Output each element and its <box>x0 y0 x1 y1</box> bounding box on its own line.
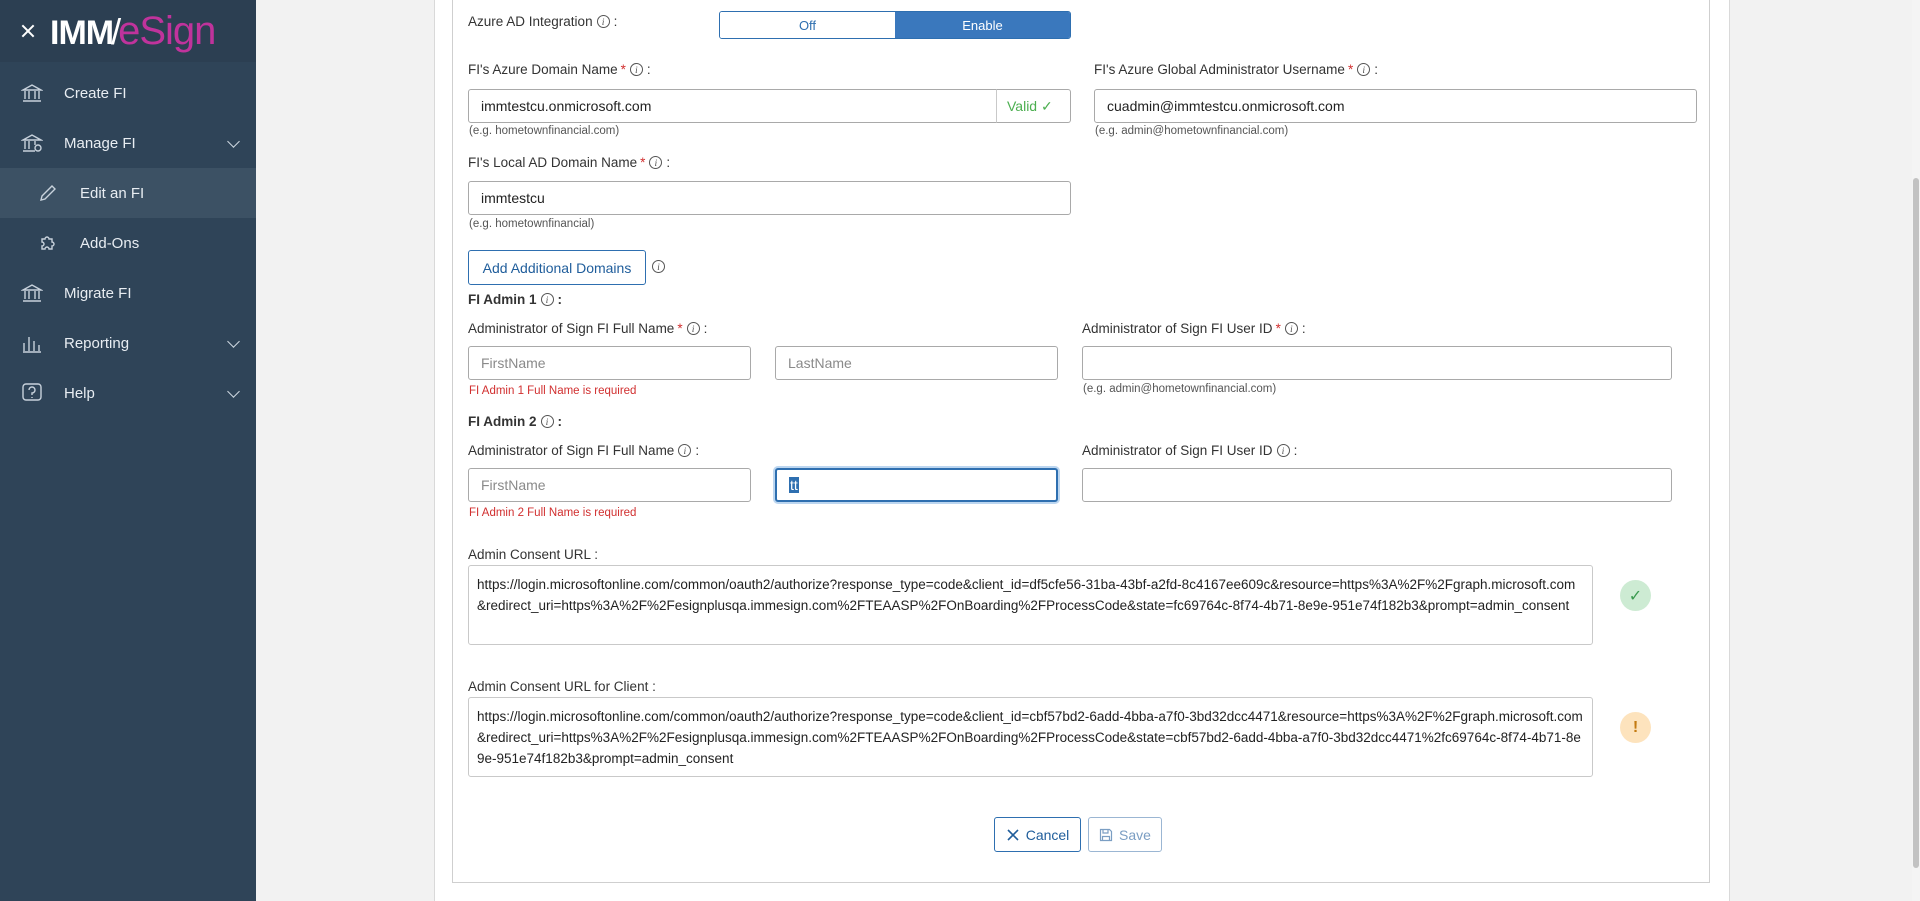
sidebar-item-label: Add-Ons <box>80 234 140 252</box>
sidebar-nav <box>0 68 256 418</box>
admin2-userid-label-text: Administrator of Sign FI User ID <box>1082 443 1273 458</box>
check-icon: ✓ <box>1620 580 1651 611</box>
admin1-userid-label-text: Administrator of Sign FI User ID <box>1082 321 1273 336</box>
sidebar-item-label: Migrate FI <box>64 284 132 302</box>
selected-text: tt <box>790 477 798 493</box>
logo-slash: / <box>111 11 121 52</box>
azure-domain-label: FI's Azure Domain Name * i : <box>468 62 651 77</box>
logo-imm-text: IMM <box>50 14 114 52</box>
bank-icon <box>20 281 44 305</box>
azure-domain-label-text: FI's Azure Domain Name <box>468 62 618 77</box>
sidebar-item-manage-fi[interactable] <box>0 118 256 168</box>
toggle-enable-button[interactable]: Enable <box>895 12 1070 38</box>
info-icon[interactable]: i <box>541 293 554 306</box>
bank-settings-icon <box>20 131 44 155</box>
sidebar-item-label: Edit an FI <box>80 184 145 202</box>
bank-icon <box>20 81 44 105</box>
sidebar-item-create-fi[interactable] <box>0 68 256 118</box>
logo <box>50 11 215 51</box>
chevron-down-icon <box>227 385 240 398</box>
consent-url-label: Admin Consent URL : <box>468 547 599 562</box>
info-icon[interactable]: i <box>630 63 643 76</box>
admin2-userid-input[interactable] <box>1082 468 1672 502</box>
save-button[interactable] <box>1088 817 1162 852</box>
info-icon[interactable]: i <box>687 322 700 335</box>
cancel-label: Cancel <box>1025 826 1070 843</box>
sidebar-item-label: Reporting <box>64 334 130 352</box>
admin1-lastname-input[interactable]: LastName <box>775 346 1058 380</box>
info-icon[interactable]: i <box>541 415 554 428</box>
bar-chart-icon <box>20 331 44 355</box>
azure-admin-label: FI's Azure Global Administrator Username * i : <box>1094 62 1378 77</box>
add-domains-button[interactable]: Add Additional Domains <box>468 250 646 285</box>
sidebar-item-migrate-fi[interactable] <box>0 268 256 318</box>
logo-esign-text: eSign <box>118 9 216 53</box>
sidebar-item-help[interactable] <box>0 368 256 418</box>
chevron-down-icon <box>227 335 240 348</box>
azure-domain-hint: (e.g. hometownfinancial.com) <box>469 125 620 137</box>
scrollbar[interactable] <box>1912 0 1920 901</box>
info-icon[interactable]: i <box>1285 322 1298 335</box>
admin2-fullname-label: Administrator of Sign FI Full Name i : <box>468 443 700 458</box>
close-icon <box>1006 828 1020 842</box>
local-domain-input[interactable]: immtestcu <box>468 181 1071 215</box>
toggle-off-button[interactable]: Off <box>720 12 895 38</box>
azure-ad-label-text: Azure AD Integration <box>468 14 593 29</box>
admin1-userid-input[interactable] <box>1082 346 1672 380</box>
main-content <box>256 0 1920 901</box>
brand-bar <box>0 0 256 62</box>
azure-ad-label: Azure AD Integration i : <box>468 14 618 29</box>
azure-admin-hint: (e.g. admin@hometownfinancial.com) <box>1095 125 1289 137</box>
info-icon[interactable]: i <box>678 444 691 457</box>
sidebar <box>0 0 256 901</box>
admin2-error: FI Admin 2 Full Name is required <box>469 507 637 519</box>
local-domain-label-text: FI's Local AD Domain Name <box>468 155 638 170</box>
sidebar-item-edit-fi[interactable] <box>0 168 256 218</box>
admin1-userid-hint: (e.g. admin@hometownfinancial.com) <box>1083 383 1277 395</box>
info-icon[interactable]: i <box>652 260 665 273</box>
admin2-userid-label: Administrator of Sign FI User ID i : <box>1082 443 1298 458</box>
admin2-fullname-label-text: Administrator of Sign FI Full Name <box>468 443 675 458</box>
sidebar-item-reporting[interactable] <box>0 318 256 368</box>
azure-admin-label-text: FI's Azure Global Administrator Username <box>1094 62 1345 77</box>
info-icon[interactable]: i <box>649 156 662 169</box>
admin1-userid-label: Administrator of Sign FI User ID * i : <box>1082 321 1306 336</box>
azure-ad-toggle <box>719 11 1071 39</box>
sidebar-item-label: Manage FI <box>64 134 136 152</box>
local-domain-hint: (e.g. hometownfinancial) <box>469 218 595 230</box>
local-domain-label: FI's Local AD Domain Name * i : <box>468 155 671 170</box>
cancel-button[interactable] <box>994 817 1081 852</box>
info-icon[interactable]: i <box>597 15 610 28</box>
info-icon[interactable]: i <box>1357 63 1370 76</box>
sidebar-item-label: Help <box>64 384 95 402</box>
azure-admin-input[interactable]: cuadmin@immtestcu.onmicrosoft.com <box>1094 89 1697 123</box>
admin1-error: FI Admin 1 Full Name is required <box>469 385 637 397</box>
save-icon <box>1099 828 1113 842</box>
azure-domain-input[interactable]: immtestcu.onmicrosoft.com <box>468 89 1000 123</box>
admin1-fullname-label-text: Administrator of Sign FI Full Name <box>468 321 675 336</box>
consent-url-textarea[interactable]: https://login.microsoftonline.com/common/oauth2/authorize?response_type=code&client_id=df5cfe56-31ba-43bf-a2fd-8c4167ee609c&resource=https%3A%2F%2Fgraph.microsoft.com&redirect_uri=https%3A%2F%2Fesignplusqa.immesign.com%2FTEAASP%2FOnBoarding%2FProcessCode&state=fc69764c-8f74-4b71-8e9e-951e74f182b3&prompt=admin_consent <box>468 565 1593 645</box>
consent-client-label: Admin Consent URL for Client : <box>468 679 656 694</box>
chevron-down-icon <box>227 135 240 148</box>
pencil-icon <box>36 181 60 205</box>
admin1-title-text: FI Admin 1 <box>468 292 537 307</box>
consent-client-textarea[interactable]: https://login.microsoftonline.com/common/oauth2/authorize?response_type=code&client_id=cbf57bd2-6add-4bba-a7f0-3bd32dcc4471&resource=https%3A%2F%2Fgraph.microsoft.com&redirect_uri=https%3A%2F%2Fesignplusqa.immesign.com%2FTEAASP%2FOnBoarding%2FProcessCode&state=cbf57bd2-6add-4bba-a7f0-3bd32dcc4471%2fc69764c-8f74-4b71-8e9e-951e74f182b3&prompt=admin_consent <box>468 697 1593 777</box>
puzzle-icon <box>36 231 60 255</box>
admin2-title: FI Admin 2 i : <box>468 414 563 429</box>
save-label: Save <box>1119 826 1151 843</box>
admin2-title-text: FI Admin 2 <box>468 414 537 429</box>
warning-icon: ! <box>1620 712 1651 743</box>
admin2-lastname-input[interactable] <box>775 468 1058 502</box>
admin1-fullname-label: Administrator of Sign FI Full Name * i : <box>468 321 708 336</box>
sidebar-item-add-ons[interactable] <box>0 218 256 268</box>
sidebar-item-label: Create FI <box>64 84 127 102</box>
admin1-firstname-input[interactable]: FirstName <box>468 346 751 380</box>
help-icon <box>20 381 44 405</box>
admin2-firstname-input[interactable]: FirstName <box>468 468 751 502</box>
admin1-title: FI Admin 1 i : <box>468 292 563 307</box>
close-icon[interactable] <box>18 21 38 41</box>
info-icon[interactable]: i <box>1277 444 1290 457</box>
scrollbar-thumb[interactable] <box>1913 178 1919 868</box>
valid-badge: Valid ✓ <box>996 89 1071 123</box>
